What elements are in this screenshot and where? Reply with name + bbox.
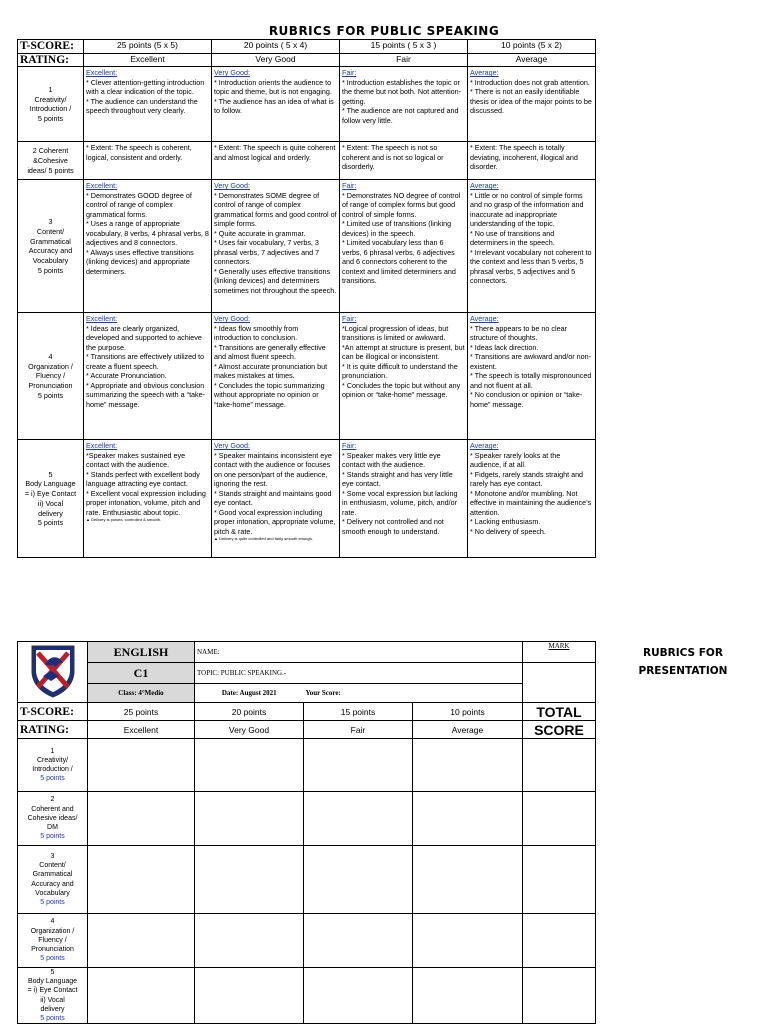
descriptor-cell — [212, 440, 340, 558]
score-entry-cell[interactable] — [413, 846, 523, 914]
sheet-points: 5 points — [40, 775, 65, 783]
level-label: Excellent: — [86, 181, 118, 191]
score-entry-cell[interactable] — [413, 914, 523, 968]
subject-cell: ENGLISH — [88, 642, 195, 663]
criterion-text: &Cohesive — [33, 155, 68, 165]
criterion-text: Content/ — [36, 226, 65, 236]
topic-field: TOPIC: PUBLIC SPEAKING.- — [195, 663, 523, 684]
score-entry-cell[interactable] — [88, 739, 195, 792]
criterion-cell — [18, 180, 84, 313]
descriptor-cell — [468, 313, 596, 440]
rating-header: Excellent — [84, 53, 212, 67]
sheet-criterion-text: Accuracy and — [31, 880, 74, 888]
sheet-criterion-row — [18, 968, 596, 1024]
total-entry-cell[interactable] — [523, 968, 596, 1024]
descriptor-text: * Monotone and/or mumbling. Not effective in maintaining the audience’s attention. — [470, 488, 592, 517]
descriptor-text: * Transitions are awkward and/or non-existent. — [470, 352, 592, 371]
descriptor-text: *Speaker makes sustained eye contact with the audience. — [86, 450, 186, 470]
rating-header: Very Good — [212, 53, 340, 67]
descriptor-cell — [212, 67, 340, 142]
level-label: Fair: — [342, 181, 357, 191]
criterion-row — [18, 440, 596, 558]
descriptor-text: * Demonstrates SOME degree of control of range of complex grammatical forms and good control of simple forms. — [214, 190, 337, 229]
sheet-rating-header: Average — [413, 721, 523, 739]
name-field[interactable]: NAME: — [195, 642, 523, 663]
page-title: RUBRICS FOR PUBLIC SPEAKING — [268, 24, 500, 38]
descriptor-text: * Stands straight and has very little eye contact. — [342, 469, 453, 489]
criterion-text: 3 — [48, 217, 53, 227]
score-entry-cell[interactable] — [413, 968, 523, 1024]
sheet-criterion-text: 3 — [50, 852, 55, 860]
criterion-text: 5 — [48, 469, 53, 479]
sheet-criterion-text: 5 — [50, 969, 55, 976]
descriptor-text: * Generally uses effective transitions (linking devices) and determiners sometimes not throughout the speech. — [214, 266, 337, 295]
criterion-cell — [18, 142, 84, 180]
descriptor-text: * Transitions are effectively utilized to create a fluent speech. — [86, 352, 205, 371]
level-label: Fair: — [342, 441, 357, 451]
score-header: 10 points (5 x 2) — [468, 40, 596, 54]
descriptor-text: *Logical progression of ideas, but transitions is limited or awkward. — [342, 323, 449, 343]
descriptor-text: * There is not an easily identifiable thesis or idea of the major points to be discussed. — [470, 87, 592, 116]
descriptor-text: * Concludes the topic but without any opinion or “take-home” message. — [342, 380, 461, 400]
descriptor-text: * Fidgets, rarely stands straight and rarely has eye contact. — [470, 469, 584, 489]
score-entry-cell[interactable] — [304, 914, 413, 968]
score-entry-cell[interactable] — [304, 739, 413, 792]
total-entry-cell[interactable] — [523, 914, 596, 968]
descriptor-text: * Good vocal expression including proper intonation, appropriate volume, pitch & rate. — [214, 507, 336, 536]
descriptor-text: * Ideas flow smoothly from introduction to conclusion. — [214, 323, 299, 343]
descriptor-text: * The audience are not captured and follow very little. — [342, 106, 459, 125]
descriptor-text: * No delivery of speech. — [470, 526, 546, 536]
total-label: TOTAL — [523, 703, 596, 721]
sheet-row-subject — [18, 642, 596, 663]
level-label: Very Good: — [214, 181, 250, 191]
date-field: Date: August 2021 — [195, 684, 304, 703]
criterion-text: Vocabulary — [32, 256, 69, 265]
criterion-text: Body Language — [25, 479, 76, 489]
descriptor-text: * No conclusion or opinion or “take-home” message. — [470, 390, 583, 409]
sheet-rating-row — [18, 721, 596, 739]
total-entry-cell[interactable] — [523, 846, 596, 914]
criterion-row — [18, 180, 596, 313]
descriptor-text: * Introduction establishes the topic or the theme but not both. Not attention-getting. — [342, 77, 462, 106]
rating-header: Average — [468, 53, 596, 67]
sheet-score-header: 10 points — [413, 703, 523, 721]
criterion-text: Creativity/ — [34, 94, 67, 104]
descriptor-cell — [468, 180, 596, 313]
tscore-label: T-SCORE: — [18, 40, 84, 54]
sheet-criterion-cell — [18, 914, 88, 968]
descriptor-text: * Stands perfect with excellent body language attracting eye contact. — [86, 469, 200, 489]
side-title — [598, 644, 768, 681]
descriptor-text: * Some vocal expression but lacking in enthusiasm, volume, pitch, and/or rate. — [342, 488, 458, 517]
descriptor-cell — [340, 313, 468, 440]
score-entry-cell[interactable] — [195, 968, 304, 1024]
rating-row — [18, 53, 596, 67]
sheet-criterion-text: DM — [47, 824, 58, 832]
descriptor-text: * Uses fair vocabulary, 7 verbs, 3 phrasal verbs, 7 adjectives and 7 connectors. — [214, 238, 320, 267]
total-entry-cell[interactable] — [523, 792, 596, 846]
sheet-rating-label: RATING: — [18, 721, 88, 739]
score-entry-cell[interactable] — [413, 739, 523, 792]
sheet-criterion-text: Coherent and — [31, 805, 74, 813]
score-entry-cell[interactable] — [413, 792, 523, 846]
criterion-cell — [18, 313, 84, 440]
criterion-text: Accuracy and — [28, 246, 73, 256]
criterion-text: 1 — [48, 84, 53, 94]
descriptor-text: * Stands straight and maintains good eye contact. — [214, 488, 332, 508]
descriptor-cell — [340, 142, 468, 180]
sheet-criterion-text: ii) Vocal — [40, 996, 65, 1004]
score-sheet-table — [17, 641, 596, 1024]
descriptor-text: * The speech is totally mispronounced and not fluent at all. — [470, 371, 592, 390]
criterion-text: Grammatical — [30, 236, 71, 246]
sheet-criterion-row — [18, 846, 596, 914]
total-entry-cell[interactable] — [523, 739, 596, 792]
descriptor-text: * Concludes the topic summarizing without appropriate no opinion or “take-home” message. — [214, 380, 325, 409]
level-label: Very Good: — [214, 441, 250, 451]
sheet-criterion-text: = i) Eye Contact — [27, 987, 78, 995]
sheet-rating-header: Excellent — [88, 721, 195, 739]
criterion-text: 5 points — [37, 265, 64, 275]
descriptor-text: * Little or no control of simple forms and no grasp of the information and inaccurate ad inappropriate understanding of the topic. — [470, 190, 584, 229]
sheet-tscore-row — [18, 703, 596, 721]
sheet-criterion-text: 4 — [50, 918, 55, 926]
criterion-text: 2 Coherent — [32, 146, 69, 156]
score-entry-cell[interactable] — [195, 739, 304, 792]
sheet-criterion-text: Cohesive ideas/ — [27, 814, 78, 822]
descriptor-cell — [468, 440, 596, 558]
level-cell: C1 — [88, 663, 195, 684]
descriptor-text: * Ideas lack direction. — [470, 342, 539, 352]
criterion-text: = i) Eye Contact — [24, 489, 77, 499]
descriptor-cell — [84, 440, 212, 558]
sheet-score-header: 15 points — [304, 703, 413, 721]
descriptor-cell — [340, 67, 468, 142]
descriptor-cell — [212, 142, 340, 180]
descriptor-text: * Accurate Pronunciation. — [86, 371, 167, 381]
class-field: Class: 4°Medio — [88, 684, 195, 703]
your-score-field[interactable]: Your Score: — [304, 684, 523, 703]
criterion-text: ideas/ 5 points — [27, 165, 74, 175]
descriptor-cell — [84, 313, 212, 440]
criterion-text: 5 points — [37, 518, 64, 528]
score-entry-cell[interactable] — [88, 792, 195, 846]
descriptor-text: * Demonstrates GOOD degree of control of range of complex grammatical forms. — [86, 190, 192, 219]
descriptor-text: * Almost accurate pronunciation but makes mistakes at times. — [214, 361, 328, 381]
level-label: Excellent: — [86, 68, 118, 78]
criterion-text: 4 — [48, 351, 53, 361]
score-entry-cell[interactable] — [88, 914, 195, 968]
criterion-text: delivery — [38, 508, 63, 518]
sheet-criterion-cell — [18, 968, 88, 1024]
level-label: Average: — [470, 441, 499, 451]
rubric-table — [17, 39, 596, 558]
score-entry-cell[interactable] — [88, 968, 195, 1024]
sheet-criterion-text: Introduction / — [32, 766, 73, 773]
score-entry-cell[interactable] — [88, 846, 195, 914]
level-label: Average: — [470, 68, 499, 78]
descriptor-text: * The audience has an idea of what is to follow. — [214, 96, 334, 116]
score-header: 25 points (5 x 5) — [84, 40, 212, 54]
descriptor-cell — [212, 180, 340, 313]
score-header: 15 points ( 5 x 3 ) — [340, 40, 468, 54]
sheet-criterion-text: 2 — [50, 796, 55, 804]
descriptor-text: * Demonstrates NO degree of control of range of complex forms but good control of simple forms. — [342, 190, 461, 219]
descriptor-cell — [84, 142, 212, 180]
descriptor-cell — [84, 180, 212, 313]
mark-label: MARK — [523, 642, 596, 663]
descriptor-text: * It is quite difficult to understand the pronunciation. — [342, 361, 458, 381]
sheet-criterion-text: Organization / — [30, 927, 75, 935]
descriptor-text: * Delivery not controlled and not smooth enough to understand. — [342, 517, 444, 536]
descriptor-text: * Extent: The speech is quite coherent and almost logical and orderly. — [214, 143, 336, 162]
descriptor-text: * Extent: The speech is totally deviating, incoherent, illogical and disorder. — [470, 143, 578, 172]
level-label: Excellent: — [86, 441, 118, 451]
sheet-tscore-label: T-SCORE: — [18, 703, 88, 721]
descriptor-cell — [340, 440, 468, 558]
sheet-criterion-cell — [18, 846, 88, 914]
descriptor-text: * Clever attention-getting introduction with a clear indication of the topic. — [86, 77, 205, 97]
side-title-line: RUBRICS FOR — [643, 647, 723, 659]
descriptor-text: * Transitions are generally effective and almost fluent speech. — [214, 342, 326, 362]
sheet-criterion-cell — [18, 792, 88, 846]
rating-header: Fair — [340, 53, 468, 67]
sheet-criterion-cell — [18, 739, 88, 792]
level-label: Average: — [470, 314, 499, 324]
criterion-cell — [18, 67, 84, 142]
descriptor-text: * There appears to be no clear structure of thoughts. — [470, 323, 567, 343]
descriptor-cell — [468, 67, 596, 142]
descriptor-text: * Always uses effective transitions (linking devices) and appropriate determiners. — [86, 247, 194, 276]
descriptor-text: * Extent: The speech is not so coherent and is not so logical or disorderly. — [342, 143, 444, 172]
descriptor-text: * Speaker makes very little eye contact with the audience. — [342, 450, 441, 470]
sheet-criterion-text: 1 — [50, 747, 55, 755]
descriptor-text: * Quite accurate in grammar. — [214, 228, 306, 238]
tscore-row — [18, 40, 596, 54]
descriptor-text: * Limited use of transitions (linking devices) in the speech. — [342, 219, 452, 238]
descriptor-text: * No use of transitions and determiners in the speech. — [470, 228, 555, 248]
sheet-criterion-row — [18, 792, 596, 846]
sheet-score-header: 20 points — [195, 703, 304, 721]
criterion-row — [18, 142, 596, 180]
score-entry-cell[interactable] — [195, 792, 304, 846]
descriptor-text: * Appropriate and obvious conclusion summarizing the speech with a “take-home” message. — [86, 380, 206, 409]
criterion-cell — [18, 440, 84, 558]
descriptor-cell — [340, 180, 468, 313]
sheet-criterion-row — [18, 914, 596, 968]
sheet-criterion-text: Vocabulary — [35, 889, 70, 897]
sheet-criterion-text: Creativity/ — [36, 756, 69, 764]
descriptor-text: * Excellent vocal expression including proper intonation, volume, pitch and rate. Enthusiastic about topic. — [86, 488, 206, 517]
side-title-line: PRESENTATION — [638, 665, 728, 678]
sheet-criterion-text: Body Language — [27, 978, 78, 986]
school-shield-icon — [29, 643, 77, 699]
descriptor-text: * Speaker rarely looks at the audience, if at all. — [470, 450, 561, 470]
level-label: Fair: — [342, 68, 357, 78]
descriptor-text: * Irrelevant vocabulary not coherent to the context and less than 5 verbs, 5 phrasal verbs, 5 adjectives and 5 connectors. — [470, 247, 592, 286]
sheet-row-level — [18, 663, 596, 684]
descriptor-text: * The audience can understand the speech throughout very clearly. — [86, 96, 198, 116]
level-label: Very Good: — [214, 68, 250, 78]
criterion-text: Introduction / — [29, 104, 72, 114]
sheet-criterion-row — [18, 739, 596, 792]
level-label: Fair: — [342, 314, 357, 324]
descriptor-cell — [468, 142, 596, 180]
level-label: Very Good: — [214, 314, 250, 324]
sheet-points: 5 points — [40, 955, 65, 963]
criterion-text: Organization / — [28, 361, 73, 371]
sheet-points: 5 points — [40, 833, 65, 841]
sheet-criterion-text: Grammatical — [32, 871, 73, 879]
score-entry-cell[interactable] — [304, 792, 413, 846]
descriptor-text: * Ideas are clearly organized, developed and supported to achieve the purpose. — [86, 323, 202, 352]
level-label: Average: — [470, 181, 499, 191]
criterion-text: Pronunciation — [28, 381, 73, 391]
score-entry-cell[interactable] — [304, 846, 413, 914]
mark-field[interactable] — [523, 663, 596, 703]
descriptor-cell — [212, 313, 340, 440]
descriptor-text: * Uses a range of appropriate vocabulary, 8 verbs, 4 phrasal verbs, 8 adjectives and 8 connectors. — [86, 219, 209, 248]
descriptor-text: * Limited vocabulary less than 6 verbs, 6 phrasal verbs, 6 adjectives and 6 connectors coherent to the context and limited determiners and transitions. — [342, 238, 456, 286]
descriptor-text: *An attempt at structure is present, but can be illogical or inconsistent. — [342, 342, 465, 362]
sheet-points: 5 points — [40, 1015, 65, 1023]
score-entry-cell[interactable] — [195, 914, 304, 968]
sheet-rating-header: Very Good — [195, 721, 304, 739]
sheet-criterion-text: Content/ — [39, 862, 66, 870]
level-label: Excellent: — [86, 314, 118, 324]
sheet-criterion-text: delivery — [40, 1005, 65, 1013]
school-logo-cell — [18, 642, 88, 703]
score-entry-cell[interactable] — [195, 846, 304, 914]
sheet-criterion-text: Pronunciation — [31, 946, 74, 954]
score-header: 20 points ( 5 x 4) — [212, 40, 340, 54]
sheet-points: 5 points — [40, 898, 65, 906]
sheet-score-header: 25 points — [88, 703, 195, 721]
sheet-rating-header: Fair — [304, 721, 413, 739]
criterion-text: 5 points — [37, 114, 64, 123]
delivery-note: ▲ Delivery is poised, controlled & smooth. — [86, 517, 162, 523]
sheet-criterion-text: Fluency / — [38, 936, 67, 944]
descriptor-text: * Introduction does not grab attention. — [470, 77, 590, 87]
descriptor-text: * Extent: The speech is coherent, logical, consistent and orderly. — [86, 143, 192, 162]
rating-label: RATING: — [18, 53, 84, 67]
score-entry-cell[interactable] — [304, 968, 413, 1024]
criterion-text: 5 points — [37, 390, 64, 400]
score-label: SCORE — [523, 721, 596, 739]
descriptor-text: * Speaker maintains inconsistent eye contact with the audience or focuses on one person/part of the audience, ignoring the rest. — [214, 450, 332, 489]
sheet-row-class — [18, 684, 596, 703]
criterion-text: ii) Vocal — [37, 498, 64, 508]
descriptor-text: * Lacking enthusiasm. — [470, 517, 541, 527]
descriptor-cell — [84, 67, 212, 142]
criterion-row — [18, 67, 596, 142]
criterion-text: Fluency / — [35, 371, 66, 381]
delivery-note: ▲ Delivery is quite controlled and fairly smooth enough. — [214, 536, 313, 542]
criterion-row — [18, 313, 596, 440]
descriptor-text: * Introduction orients the audience to topic and theme, but is not engaging. — [214, 77, 332, 97]
